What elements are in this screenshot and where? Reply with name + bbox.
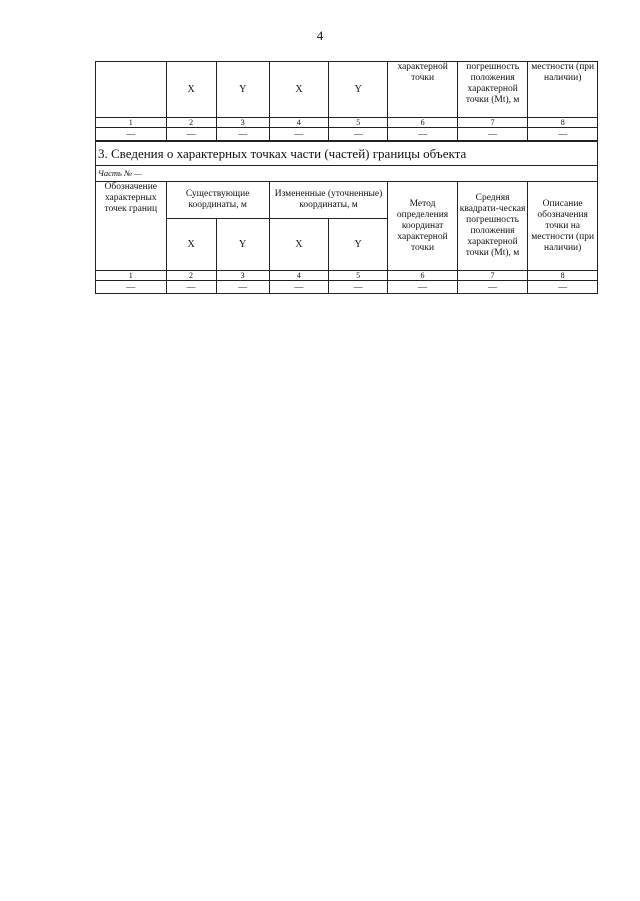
empty-value: — [166,128,216,141]
header-changed-coordinates: Измененные (уточненные) координаты, м [269,182,388,219]
column-number: 5 [329,118,388,128]
empty-value: — [269,281,328,294]
empty-value: — [269,128,328,141]
header-description-cont: местности (при наличии) [528,62,598,118]
empty-value: — [329,128,388,141]
empty-value: — [388,281,458,294]
column-number: 2 [166,271,216,281]
header-x-changed: X [269,62,328,118]
header-existing-coordinates: Существующие координаты, м [166,182,269,219]
empty-value: — [457,128,528,141]
header-description: Описание обозначения точки на местности (при наличии) [528,182,598,271]
header-x-existing: X [166,62,216,118]
column-number: 3 [216,118,269,128]
column-number: 6 [388,118,458,128]
column-number: 4 [269,118,328,128]
column-number: 4 [269,271,328,281]
empty-value: — [528,128,598,141]
column-number: 8 [528,118,598,128]
column-number: 5 [329,271,388,281]
column-number: 3 [216,271,269,281]
empty-value: — [329,281,388,294]
empty-value: — [528,281,598,294]
header-y-existing: Y [216,62,269,118]
section-title: 3. Сведения о характерных точках части (частей) границы объекта [96,142,598,166]
column-number: 6 [388,271,458,281]
empty-value: — [457,281,528,294]
header-y-changed: Y [329,219,388,271]
header-x-existing: X [166,219,216,271]
header-y-existing: Y [216,219,269,271]
column-number: 8 [528,271,598,281]
header-x-changed: X [269,219,328,271]
header-accuracy: Средняя квадрати-ческая погрешность положения характерной точки (Mt), м [457,182,528,271]
designation-header-cont [96,62,167,118]
empty-value: — [166,281,216,294]
header-method-cont: характерной точки [388,62,458,118]
column-number: 1 [96,118,167,128]
empty-value: — [216,281,269,294]
part-number-label: Часть № — [96,166,598,182]
column-number: 7 [457,271,528,281]
header-method: Метод определения координат характерной точки [388,182,458,271]
header-designation: Обозначение характерных точек границ [96,182,167,271]
coordinates-table-continued [95,61,598,141]
header-y-changed: Y [329,62,388,118]
column-number: 7 [457,118,528,128]
empty-value: — [96,281,167,294]
column-number: 1 [96,271,167,281]
empty-value: — [388,128,458,141]
column-number: 2 [166,118,216,128]
empty-value: — [96,128,167,141]
header-accuracy-cont: погрешность положения характерной точки (Mt), м [457,62,528,118]
section3-table [95,141,598,294]
empty-value: — [216,128,269,141]
page-number: 4 [316,28,324,43]
